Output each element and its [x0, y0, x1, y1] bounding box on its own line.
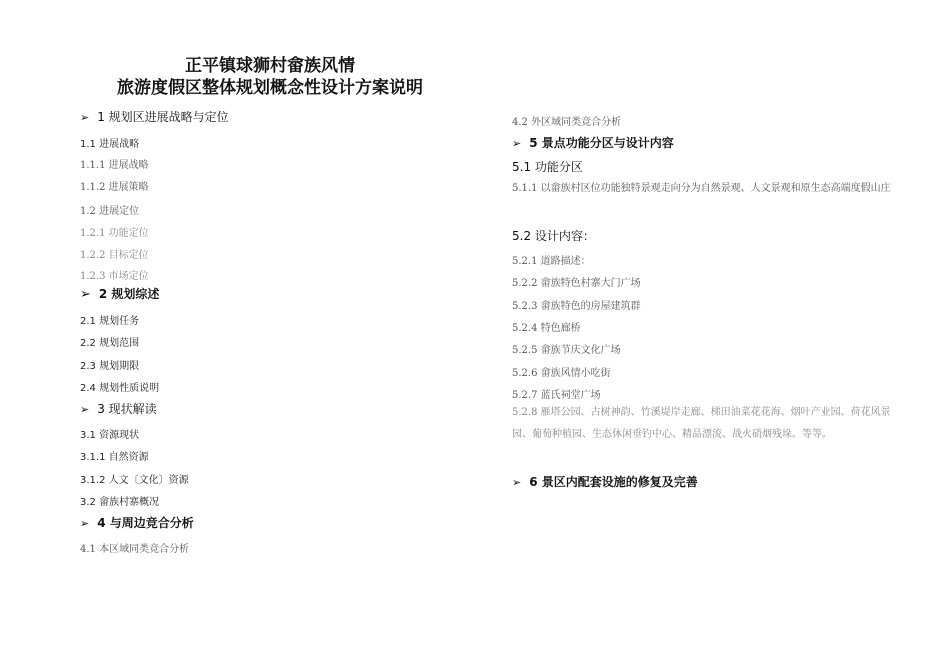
- item-1-1-1: 1.1.1 进展战略: [80, 160, 149, 171]
- section-5-heading: ➢ 5 景点功能分区与设计内容: [512, 136, 674, 150]
- item-1-1-2: 1.1.2 进展策略: [80, 182, 149, 193]
- arrow-bullet-icon: ➢: [512, 476, 522, 489]
- item-2-2: 2.2 规划范围: [80, 338, 140, 349]
- item-1-2-2: 1.2.2 目标定位: [80, 250, 149, 261]
- item-1-2-1: 1.2.1 功能定位: [80, 228, 149, 239]
- item-5-2-3: 5.2.3 畲族特色的房屋建筑群: [512, 301, 641, 312]
- item-1-2-3: 1.2.3 市场定位: [80, 271, 149, 282]
- item-3-1-1: 3.1.1 自然资源: [80, 452, 149, 463]
- arrow-bullet-icon: ➢: [80, 111, 90, 124]
- item-5-1: 5.1 功能分区: [512, 160, 583, 174]
- arrow-bullet-icon: ➢: [512, 137, 522, 150]
- arrow-bullet-icon: ➢: [80, 287, 91, 302]
- item-5-2-7: 5.2.7 蓝氏祠堂广场: [512, 390, 601, 401]
- arrow-bullet-icon: ➢: [80, 403, 90, 416]
- item-5-2: 5.2 设计内容：: [512, 229, 595, 243]
- title-line-1: 正平镇球狮村畲族风情: [185, 56, 355, 76]
- section-3-heading: ➢ 3 现状解读: [80, 402, 157, 416]
- item-5-1-1: 5.1.1 以畲族村区位功能独特景观走向分为自然景观、人文景观和原生态高端度假山庄: [512, 183, 891, 194]
- section-2-heading: ➢ 2 规划综述: [80, 287, 160, 302]
- item-5-2-2: 5.2.2 畲族特色村寨大门广场: [512, 278, 641, 289]
- item-3-2: 3.2 畲族村寨概况: [80, 497, 160, 508]
- item-4-1: 4.1 本区域同类竞合分析: [80, 544, 190, 555]
- section-6-heading: ➢ 6 景区内配套设施的修复及完善: [512, 475, 698, 489]
- item-5-2-1: 5.2.1 道路描述：: [512, 256, 591, 267]
- item-5-2-6: 5.2.6 畲族风情小吃街: [512, 368, 611, 379]
- item-3-1-2: 3.1.2 人文〔文化〕资源: [80, 475, 189, 486]
- section-1-heading: ➢ 1 规划区进展战略与定位: [80, 110, 229, 124]
- item-2-3: 2.3 规划期限: [80, 361, 140, 372]
- item-3-1: 3.1 资源现状: [80, 430, 140, 441]
- section-4-heading: ➢ 4 与周边竞合分析: [80, 516, 194, 530]
- item-2-4: 2.4 规划性质说明: [80, 383, 160, 394]
- item-5-2-5: 5.2.5 畲族节庆文化广场: [512, 345, 621, 356]
- item-1-1: 1.1 进展战略: [80, 139, 140, 150]
- item-2-1: 2.1 规划任务: [80, 316, 140, 327]
- arrow-bullet-icon: ➢: [80, 517, 90, 530]
- item-1-2: 1.2 进展定位: [80, 206, 140, 217]
- item-5-2-4: 5.2.4 特色廊桥: [512, 323, 581, 334]
- item-5-2-8: 5.2.8 雁塔公园、古树神韵、竹溪堤岸走廊、梯田油菜花花海、烟叶产业园、荷花风景园、葡萄种植园、生态休闲垂钓中心、精品漂流、战火硝烟残垛。等等。: [512, 407, 891, 440]
- title-line-2: 旅游度假区整体规划概念性设计方案说明: [117, 78, 423, 98]
- item-4-2: 4.2 外区域同类竞合分析: [512, 117, 622, 128]
